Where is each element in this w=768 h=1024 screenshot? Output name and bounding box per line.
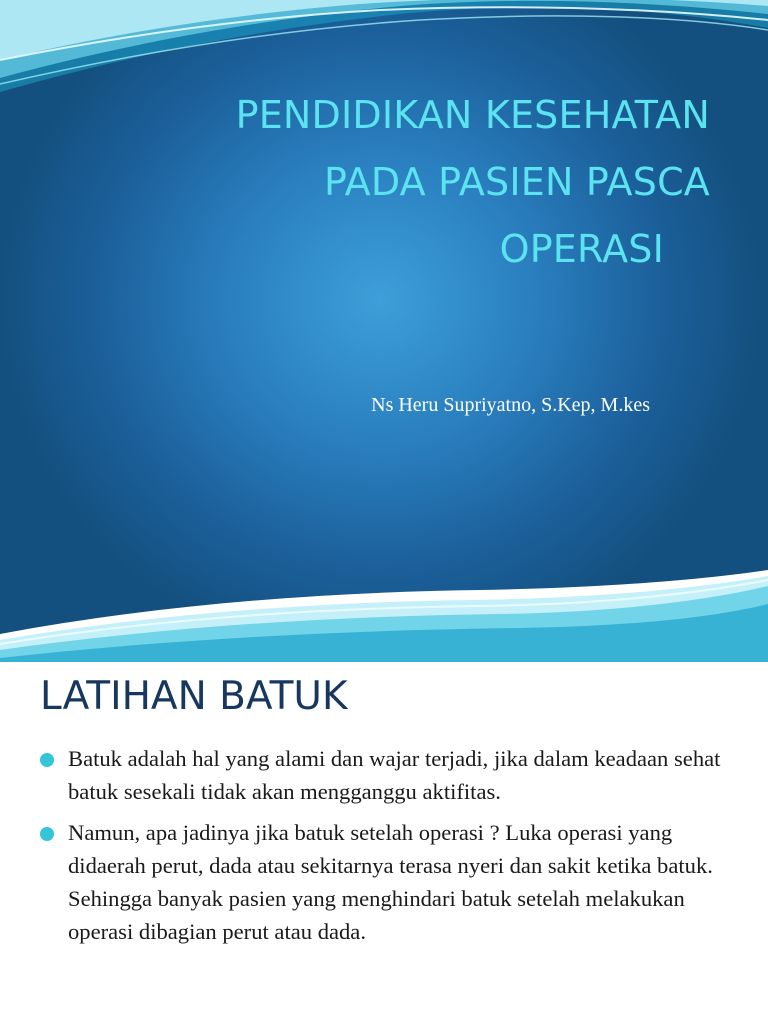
bullet-dot-icon: [40, 753, 54, 767]
content-slide: [0, 662, 768, 1024]
slide-title-line-1: PENDIDIKAN KESEHATAN: [235, 93, 710, 137]
bullet-item: [0, 816, 768, 948]
bullet-dot-icon: [40, 827, 54, 841]
bullet-item: [0, 742, 768, 808]
slide-subtitle: Ns Heru Supriyatno, S.Kep, M.kes: [371, 394, 650, 416]
slide-title-line-3: OPERASI: [499, 227, 664, 271]
bullet-text: Namun, apa jadinya jika batuk setelah operasi ? Luka operasi yang didaerah perut, dada atau sekitarnya terasa nyeri dan sakit ketika batuk. Sehingga banyak pasien yang menghindari batuk setelah melakukan operasi dibagian perut atau dada.: [68, 820, 713, 944]
slide-title-line-2: PADA PASIEN PASCA: [324, 160, 710, 204]
bullet-text: Batuk adalah hal yang alami dan wajar terjadi, jika dalam keadaan sehat batuk sesekali tidak akan mengganggu aktifitas.: [68, 746, 721, 804]
slide-title: [120, 82, 710, 283]
bullet-list: [0, 742, 768, 956]
content-heading: LATIHAN BATUK: [40, 674, 348, 719]
bottom-wave-decoration: [0, 570, 768, 662]
